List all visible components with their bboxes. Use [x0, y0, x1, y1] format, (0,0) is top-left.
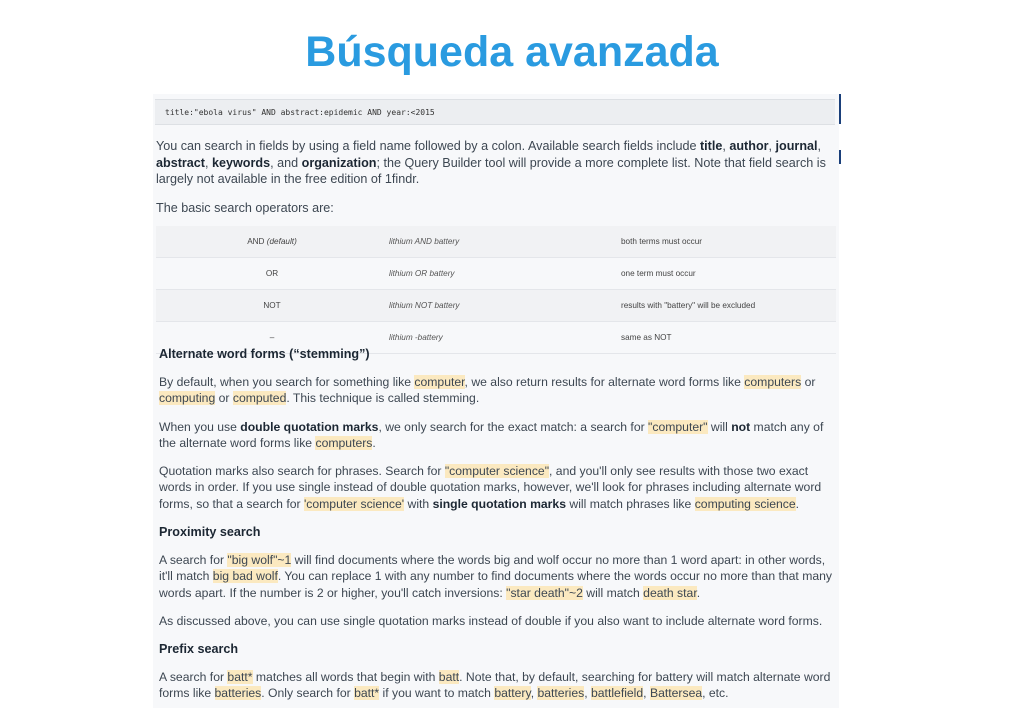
double-quotes-paragraph: When you use double quotation marks, we only search for the exact match: a search for "computer" will not match any of the alternate word forms like computers. — [159, 420, 824, 451]
example-cell: lithium NOT battery — [388, 290, 620, 322]
operators-intro: The basic search operators are: — [156, 201, 334, 215]
description-cell: one term must occur — [620, 258, 836, 290]
single-quotes-paragraph: As discussed above, you can use single quotation marks instead of double if you also want to include alternate word forms. — [159, 614, 823, 628]
field-search-paragraph: You can search in fields by using a field name followed by a colon. Available search fields include title, author, journal, abstract, keywords, and organization; the Query Builder tool will provide a more complete list. Note that field search is largely not available in the free edition of 1findr. — [156, 139, 826, 186]
example-cell: lithium -battery — [388, 322, 620, 354]
operators-table — [156, 226, 836, 354]
phrase-search-paragraph: Quotation marks also search for phrases. Search for "computer science", and you'll only see results with those two exact words in order. If you use single instead of double quotation marks, however, we'll look for phrases including alternate word forms, so that a search for 'computer science' with single quotation marks will match phrases like computing science. — [159, 464, 822, 511]
slide-title: Búsqueda avanzada — [305, 28, 719, 76]
code-example: title:"ebola virus" AND abstract:epidemic AND year:<2015 — [155, 99, 835, 125]
example-cell: lithium AND battery — [388, 226, 620, 258]
operator-cell: NOT — [156, 290, 388, 322]
table-row — [156, 290, 836, 322]
prefix-paragraph: A search for batt* matches all words that begin with batt. Note that, by default, searching for battery will match alternate word forms like batteries. Only search for batt* if you want to match battery, batteries, battlefield, Battersea, etc. — [159, 670, 831, 701]
example-cell: lithium OR battery — [388, 258, 620, 290]
operator-cell: OR — [156, 258, 388, 290]
table-row — [156, 226, 836, 258]
table-row — [156, 258, 836, 290]
scrollbar-edge — [839, 94, 841, 124]
description-cell: results with "battery" will be excluded — [620, 290, 836, 322]
proximity-paragraph: A search for "big wolf"~1 will find documents where the words big and wolf occur no more than 1 word apart: in other words, it'll match big bad wolf. You can replace 1 with any number to find documents where the words occur no more than that many words apart. If the number is 2 or higher, you'll catch inversions: "star death"~2 will match death star. — [159, 553, 833, 600]
operator-cell: – — [156, 322, 388, 354]
proximity-heading: Proximity search — [159, 525, 261, 539]
stemming-heading: Alternate word forms (“stemming”) — [159, 347, 370, 361]
description-cell: both terms must occur — [620, 226, 836, 258]
operator-cell: AND (default) — [156, 226, 388, 258]
stemming-paragraph: By default, when you search for something like computer, we also return results for alternate word forms like computers or computing or computed. This technique is called stemming. — [159, 375, 816, 406]
description-cell: same as NOT — [620, 322, 836, 354]
prefix-heading: Prefix search — [159, 642, 239, 656]
